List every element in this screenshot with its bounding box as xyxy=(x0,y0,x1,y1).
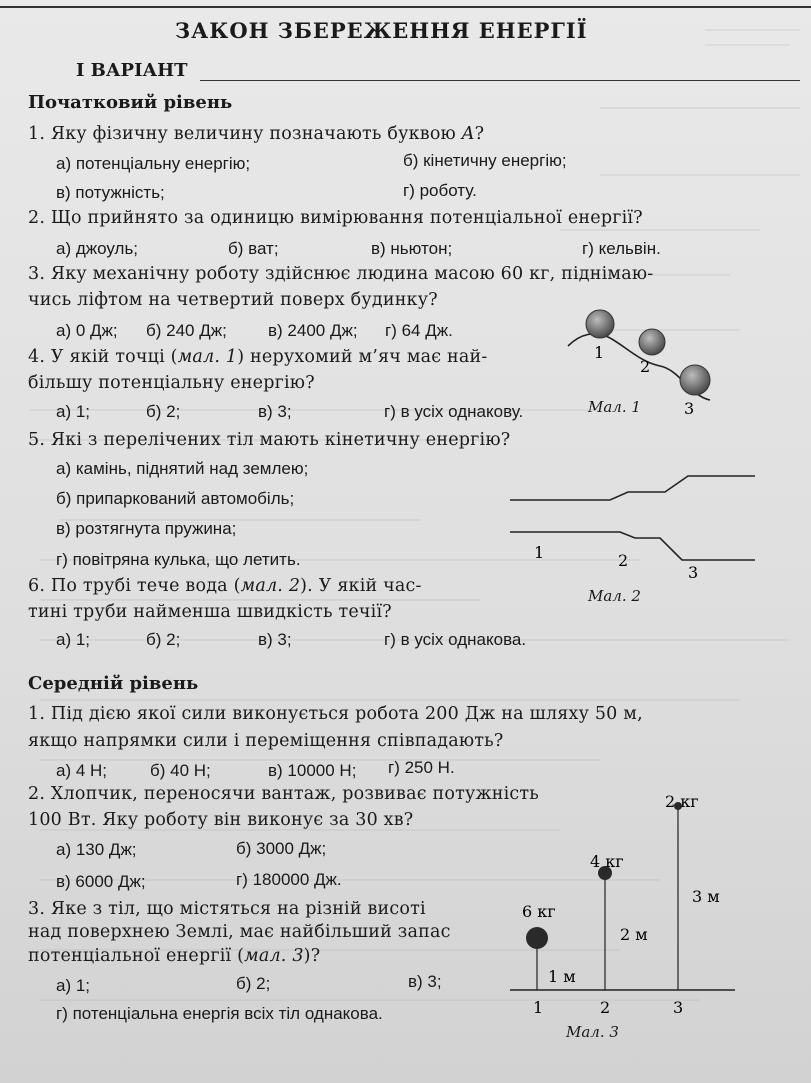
answer-option: г) 250 Н. xyxy=(388,758,455,777)
answer-option: г) повітряна кулька, що летить. xyxy=(56,550,301,569)
answer-option: а) потенціальну енергію; xyxy=(56,154,251,173)
level-heading-basic: Початковий рівень xyxy=(28,92,233,113)
answer-option: б) припаркований автомобіль; xyxy=(56,489,295,508)
medium-question-3-text-a: потенціальної енергії ( xyxy=(28,946,245,966)
figure-1-ball-3 xyxy=(680,365,710,395)
figure-2-diagram xyxy=(500,470,760,585)
answer-option: г) в усіх однакова. xyxy=(384,630,527,649)
answer-option: б) ват; xyxy=(228,239,279,258)
figure-2-pipe-bottom xyxy=(510,532,755,560)
figure-2-pipe-top xyxy=(510,476,755,500)
page-title: ЗАКОН ЗБЕРЕЖЕННЯ ЕНЕРГІЇ xyxy=(175,18,588,43)
answer-option: в) розтягнута пружина; xyxy=(56,519,237,538)
answer-option: в) 10000 Н; xyxy=(268,761,357,780)
figure-3-label-3: 3 xyxy=(673,998,684,1017)
question-6-line-1 xyxy=(28,576,422,596)
answer-option: а) камінь, піднятий над землею; xyxy=(56,459,309,478)
answer-option: б) кінетичну енергію; xyxy=(403,151,567,170)
figure-2-caption: Мал. 2 xyxy=(588,587,641,605)
answer-option: а) 4 Н; xyxy=(56,761,108,780)
answer-option: в) 3; xyxy=(258,630,292,649)
answer-option: в) 3; xyxy=(408,972,442,991)
figure-ref: мал. 2 xyxy=(240,576,301,596)
answer-option: а) 1; xyxy=(56,402,91,421)
answer-option: в) потужність; xyxy=(56,183,165,202)
question-1 xyxy=(28,124,484,144)
question-2: 2. Що прийнято за одиницю вимірювання потенціальної енергії? xyxy=(28,208,643,228)
question-3-line-2: чись ліфтом на четвертий поверх будинку? xyxy=(28,290,438,310)
medium-question-3-line-2: над поверхнею Землі, має найбільший запас xyxy=(28,922,451,942)
question-4-text-a: 4. У якій точці ( xyxy=(28,347,178,367)
figure-3-height-3: 3 м xyxy=(692,887,720,906)
answer-option: б) 240 Дж; xyxy=(146,321,227,340)
question-5: 5. Які з перелічених тіл мають кінетичну енергію? xyxy=(28,430,511,450)
figure-2-label-1: 1 xyxy=(534,543,545,562)
figure-3-ball-1 xyxy=(526,927,548,949)
figure-1-ball-2 xyxy=(639,329,665,355)
variable-a: A xyxy=(461,124,475,144)
figure-1-label-1: 1 xyxy=(594,343,605,362)
figure-ref: мал. 3 xyxy=(244,946,304,966)
question-4-line-2: більшу потенціальну енергію? xyxy=(28,373,315,393)
variant-heading: І ВАРІАНТ xyxy=(76,60,188,81)
answer-option: б) 3000 Дж; xyxy=(236,839,327,858)
question-3-line-1: 3. Яку механічну роботу здійснює людина масою 60 кг, піднімаю- xyxy=(28,264,654,284)
answer-option: г) 64 Дж. xyxy=(385,321,453,340)
medium-question-3-line-3 xyxy=(28,946,320,966)
answer-option: б) 2; xyxy=(236,974,271,993)
figure-3-label-1: 1 xyxy=(533,998,544,1017)
question-1-text: Яку фізичну величину позначають буквою xyxy=(50,124,456,144)
figure-3-caption: Мал. 3 xyxy=(566,1023,619,1041)
question-1-end: ? xyxy=(474,124,485,144)
figure-2-label-3: 3 xyxy=(688,563,699,582)
answer-option: в) ньютон; xyxy=(371,239,453,258)
question-6-text-b: ). У якій час- xyxy=(300,576,422,596)
variant-underline xyxy=(200,80,800,81)
question-1-number: 1. xyxy=(28,124,46,144)
answer-option: б) 40 Н; xyxy=(150,761,211,780)
question-6-line-2: тині труби найменша швидкість течії? xyxy=(28,602,392,622)
figure-ref: мал. 1 xyxy=(177,347,238,367)
answer-option: а) 1; xyxy=(56,976,91,995)
medium-question-1-line-2: якщо напрямки сили і переміщення співпадають? xyxy=(28,731,504,751)
answer-option: а) 1; xyxy=(56,630,91,649)
figure-3-diagram xyxy=(500,780,750,1045)
answer-option: в) 3; xyxy=(258,402,292,421)
medium-question-3-text-b: )? xyxy=(303,946,321,966)
answer-option: г) роботу. xyxy=(403,181,477,200)
answer-option: г) в усіх однакову. xyxy=(384,402,524,421)
answer-option: а) 130 Дж; xyxy=(56,840,137,859)
top-border-line xyxy=(0,6,811,8)
figure-3-mass-3: 2 кг xyxy=(665,792,699,811)
level-heading-medium: Середній рівень xyxy=(28,673,199,694)
figure-1-label-2: 2 xyxy=(640,357,651,376)
figure-3-mass-1: 6 кг xyxy=(522,902,556,921)
figure-3-height-1: 1 м xyxy=(548,967,576,986)
answer-option: г) кельвін. xyxy=(582,239,661,258)
figure-2-label-2: 2 xyxy=(618,551,629,570)
question-6-text-a: 6. По трубі тече вода ( xyxy=(28,576,241,596)
question-4-text-b: ) нерухомий м’яч має най- xyxy=(237,347,488,367)
medium-question-2-line-1: 2. Хлопчик, переносячи вантаж, розвиває потужність xyxy=(28,784,540,804)
answer-option: а) 0 Дж; xyxy=(56,321,118,340)
medium-question-2-line-2: 100 Вт. Яку роботу він виконує за 30 хв? xyxy=(28,810,414,830)
medium-question-3-line-1: 3. Яке з тіл, що містяться на різній висоті xyxy=(28,899,426,919)
answer-option: г) потенціальна енергія всіх тіл однакова. xyxy=(56,1004,383,1023)
figure-1-label-3: 3 xyxy=(684,399,695,418)
figure-3-mass-2: 4 кг xyxy=(590,852,624,871)
answer-option: в) 2400 Дж; xyxy=(268,321,358,340)
figure-3-height-2: 2 м xyxy=(620,925,648,944)
figure-1-caption: Мал. 1 xyxy=(588,398,641,416)
answer-option: а) джоуль; xyxy=(56,239,139,258)
answer-option: в) 6000 Дж; xyxy=(56,872,146,891)
answer-option: г) 180000 Дж. xyxy=(236,870,342,889)
answer-option: б) 2; xyxy=(146,402,181,421)
figure-3-label-2: 2 xyxy=(600,998,611,1017)
question-4-line-1 xyxy=(28,347,488,367)
medium-question-1-line-1: 1. Під дією якої сили виконується робота 200 Дж на шляху 50 м, xyxy=(28,704,643,724)
answer-option: б) 2; xyxy=(146,630,181,649)
figure-1-ball-1 xyxy=(586,310,614,338)
